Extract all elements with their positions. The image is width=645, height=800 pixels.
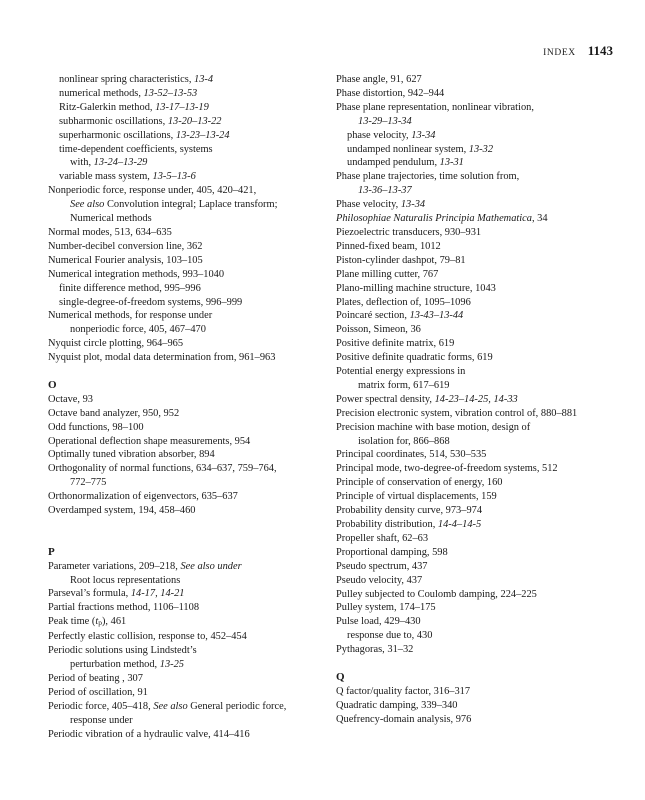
index-entry [336,323,616,337]
index-entry [336,601,616,615]
entry-text: Convolution integral; Laplace transform; [104,199,278,211]
index-entry [336,421,616,435]
index-subentry [48,101,328,115]
entry-text: Potential energy expressions in [336,366,466,378]
entry-text: Parseval’s formula, [48,588,131,600]
index-entry [336,240,616,254]
index-entry [48,587,328,601]
index-entry [48,268,328,282]
entry-text: Nyquist plot, modal data determination from, 961–963 [48,352,276,364]
entry-text: Period of beating , 307 [48,672,143,684]
entry-text: Phase velocity, [336,199,401,211]
index-entry [48,490,328,504]
index-subentry [48,73,328,87]
index-entry [48,560,328,574]
entry-text: Numerical Fourier analysis, 103–105 [48,254,203,266]
entry-text: Pinned-fixed beam, 1012 [336,240,441,252]
index-entry [336,170,616,184]
index-entry [48,240,328,254]
index-entry [48,309,328,323]
entry-text: General periodic force, [187,700,287,712]
entry-text: Phase angle, 91, 627 [336,74,422,85]
entry-text: Orthogonality of normal functions, 634–637, 759–764, [48,463,277,475]
index-subentry [48,170,328,184]
entry-text: Periodic force, 405–418, [48,700,154,712]
index-entry [48,686,328,700]
entry-text: isolation for, 866–868 [358,435,450,447]
index-entry [336,337,616,351]
entry-text: 14-4–14-5 [437,519,482,530]
entry-text: Optimally tuned vibration absorber, 894 [48,449,215,461]
entry-text: Ritz-Galerkin method, [59,101,156,113]
index-column-left [48,73,328,741]
entry-text: 13-36–13-37 [358,185,412,197]
entry-text: 13-23–13-24 [175,129,230,141]
index-entry [336,73,616,87]
index-subentry [336,115,616,129]
entry-text: 13-25 [159,659,184,671]
entry-text: phase velocity, [347,129,412,141]
entry-text: Peak time ( [48,616,96,628]
index-subentry [48,282,328,296]
index-entry [48,184,328,198]
index-entry [336,546,616,560]
index-subentry [336,143,616,157]
section-spacer [336,657,616,671]
entry-text: Overdamped system, 194, 458–460 [48,505,196,517]
entry-text: 13-4 [194,74,214,85]
entry-text: 13-20–13-22 [167,115,222,127]
index-entry [336,490,616,504]
entry-text: Root locus representations [70,574,181,586]
entry-text: t [95,616,99,628]
index-entry [48,601,328,615]
index-entry [336,518,616,532]
entry-text: undamped nonlinear system, [347,143,469,155]
entry-text: finite difference method, 995–996 [59,282,201,294]
index-entry [336,699,616,713]
entry-text: 14-17, 14-21 [130,588,185,600]
entry-text: superharmonic oscillations, [59,129,176,141]
section-letter: O [48,378,57,391]
entry-text: nonlinear spring characteristics, [59,74,195,85]
index-entry [336,532,616,546]
index-entry [336,212,616,226]
index-entry [48,448,328,462]
index-subentry [48,156,328,170]
index-subentry [48,658,328,672]
index-entry [336,462,616,476]
entry-text: subharmonic oscillations, [59,115,168,127]
entry-text: nonperiodic force, 405, 467–470 [70,324,206,336]
entry-text: Poisson, Simeon, 36 [336,324,421,336]
index-entry [336,309,616,323]
entry-text: Quefrency-domain analysis, 976 [336,713,472,725]
index-entry [48,421,328,435]
entry-text: 772–775 [70,477,107,489]
index-entry [336,713,616,727]
index-column-right [336,73,616,727]
entry-text: Proportional damping, 598 [336,546,448,558]
entry-text: 13-31 [439,157,464,169]
entry-text: time-dependent coefficients, systems [59,143,213,155]
index-subentry [48,296,328,310]
entry-text: numerical methods, [59,87,144,99]
section-spacer [48,518,328,532]
entry-text: Poincaré section, [336,310,410,322]
entry-text: See also [70,199,105,211]
entry-text: Philosophiae Naturalis Principia Mathematica [336,213,532,225]
index-entry [48,351,328,365]
entry-text: Nonperiodic force, response under, 405, 420–421, [48,185,257,197]
entry-text: Numerical methods, for response under [48,310,213,322]
entry-text: Piezoelectric transducers, 930–931 [336,226,482,238]
entry-text: Octave band analyzer, 950, 952 [48,407,180,419]
entry-text: ), 461 [101,616,127,628]
section-spacer [48,532,328,546]
index-entry [48,407,328,421]
index-entry [336,393,616,407]
entry-text: Parameter variations, 209–218, [48,560,181,572]
section-letter: P [48,545,55,558]
entry-text: Piston-cylinder dashpot, 79–81 [336,254,466,266]
entry-text: Pseudo velocity, 437 [336,574,423,586]
index-subentry [48,198,328,212]
entry-text: Perfectly elastic collision, response to, 452–454 [48,631,247,643]
index-entry [336,226,616,240]
entry-text: Quadratic damping, 339–340 [336,699,458,711]
index-entry [48,337,328,351]
entry-text: Periodic solutions using Lindstedt’s [48,645,197,657]
entry-text: Positive definite quadratic forms, 619 [336,352,493,364]
entry-text: p [98,618,102,628]
page-number: 1143 [587,43,613,58]
index-subentry [336,184,616,198]
entry-text: 13-17–13-19 [155,101,209,113]
index-entry [48,435,328,449]
entry-text: Phase plane trajectories, time solution from, [336,171,520,183]
entry-text: with, [70,157,94,169]
index-entry [336,448,616,462]
entry-text: Probability density curve, 973–974 [336,505,483,517]
entry-text: Principal coordinates, 514, 530–535 [336,449,487,461]
entry-text: Pulley subjected to Coulomb damping, 224–225 [336,588,537,600]
index-subentry [336,435,616,449]
index-entry [48,615,328,630]
entry-text: 13-43–13-44 [409,310,464,322]
index-entry [336,588,616,602]
index-entry [336,198,616,212]
entry-text: Numerical methods [70,213,152,225]
index-entry [336,268,616,282]
entry-text: Plano-milling machine structure, 1043 [336,282,496,294]
index-subentry [336,156,616,170]
entry-text: Phase distortion, 942–944 [336,87,445,99]
index-entry [336,282,616,296]
index-subentry [336,629,616,643]
index-entry [48,728,328,742]
entry-text: 13-24–13-29 [93,157,148,169]
index-entry [336,574,616,588]
entry-text: 13-29–13-34 [358,115,412,127]
entry-text: Power spectral density, [336,393,435,405]
index-entry [48,462,328,476]
entry-text: single-degree-of-freedom systems, 996–999 [59,296,243,308]
index-entry [48,504,328,518]
index-subentry [48,143,328,157]
entry-text: response due to, 430 [347,630,433,642]
entry-text: 13-34 [411,129,436,141]
index-entry [336,560,616,574]
index-entry [336,504,616,518]
entry-text: Pythagoras, 31–32 [336,644,414,656]
entry-text: Partial fractions method, 1106–1108 [48,602,200,614]
entry-text: Octave, 93 [48,393,94,405]
entry-text: Period of oscillation, 91 [48,686,148,698]
entry-text: Pseudo spectrum, 437 [336,560,428,572]
entry-text: Precision electronic system, vibration control of, 880–881 [336,407,578,419]
entry-text: Normal modes, 513, 634–635 [48,226,172,238]
index-entry [336,87,616,101]
entry-text: Operational deflection shape measurements, 954 [48,435,251,447]
index-subentry [48,574,328,588]
entry-text: Principle of conservation of energy, 160 [336,477,503,489]
entry-text: variable mass system, [59,171,153,183]
entry-text: matrix form, 617–619 [358,379,450,391]
entry-text: Periodic vibration of a hydraulic valve, 414–416 [48,728,250,740]
entry-text: Phase plane representation, nonlinear vibration, [336,101,534,113]
index-subentry [48,476,328,490]
index-subentry [48,212,328,226]
index-subentry [48,87,328,101]
entry-text: Positive definite matrix, 619 [336,338,455,350]
index-entry [48,630,328,644]
page-header [543,43,613,59]
index-entry [336,351,616,365]
index-entry [48,393,328,407]
index-entry [336,101,616,115]
entry-text: Propeller shaft, 62–63 [336,532,429,544]
index-subentry [336,379,616,393]
entry-text: 13-32 [468,143,494,155]
entry-text: 13-52–13-53 [143,87,198,99]
index-subentry [336,129,616,143]
index-entry [48,644,328,658]
running-head: INDEX [543,48,576,58]
entry-text: Pulse load, 429–430 [336,616,421,628]
index-entry [336,643,616,657]
entry-text: Principle of virtual displacements, 159 [336,491,497,503]
index-entry [48,254,328,268]
index-subentry [48,115,328,129]
entry-text: Plane milling cutter, 767 [336,268,439,280]
index-entry [336,407,616,421]
index-subentry [48,714,328,728]
index-entry [48,226,328,240]
entry-text: Q factor/quality factor, 316–317 [336,685,471,697]
entry-text: Numerical integration methods, 993–1040 [48,268,225,280]
index-subentry [48,323,328,337]
entry-text: See also [153,700,188,712]
entry-text: perturbation method, [70,659,160,671]
entry-text: 14-23–14-25, 14-33 [434,393,518,405]
index-entry [336,254,616,268]
entry-text: response under [70,714,133,726]
index-subentry [48,129,328,143]
entry-text: Precision machine with base motion, design of [336,421,531,433]
entry-text: Number-decibel conversion line, 362 [48,240,203,252]
entry-text: Odd functions, 98–100 [48,421,144,433]
entry-text: Orthonormalization of eigenvectors, 635–637 [48,491,238,503]
entry-text: undamped pendulum, [347,157,440,169]
section-letter: Q [336,670,345,683]
index-entry [336,685,616,699]
entry-text: Pulley system, 174–175 [336,602,436,614]
entry-text: Probability distribution, [336,519,438,530]
entry-text: 13-5–13-6 [152,171,196,183]
entry-text: , 34 [531,213,548,225]
index-entry [48,700,328,714]
index-entry [48,672,328,686]
index-entry [336,296,616,310]
entry-text: Principal mode, two-degree-of-freedom systems, 512 [336,463,558,475]
index-entry [336,615,616,629]
entry-text: Plates, deflection of, 1095–1096 [336,296,471,308]
entry-text: See also under [180,560,242,572]
entry-text: 13-34 [400,199,426,211]
index-entry [336,476,616,490]
index-entry [336,365,616,379]
entry-text: Nyquist circle plotting, 964–965 [48,338,184,350]
section-spacer [48,365,328,379]
